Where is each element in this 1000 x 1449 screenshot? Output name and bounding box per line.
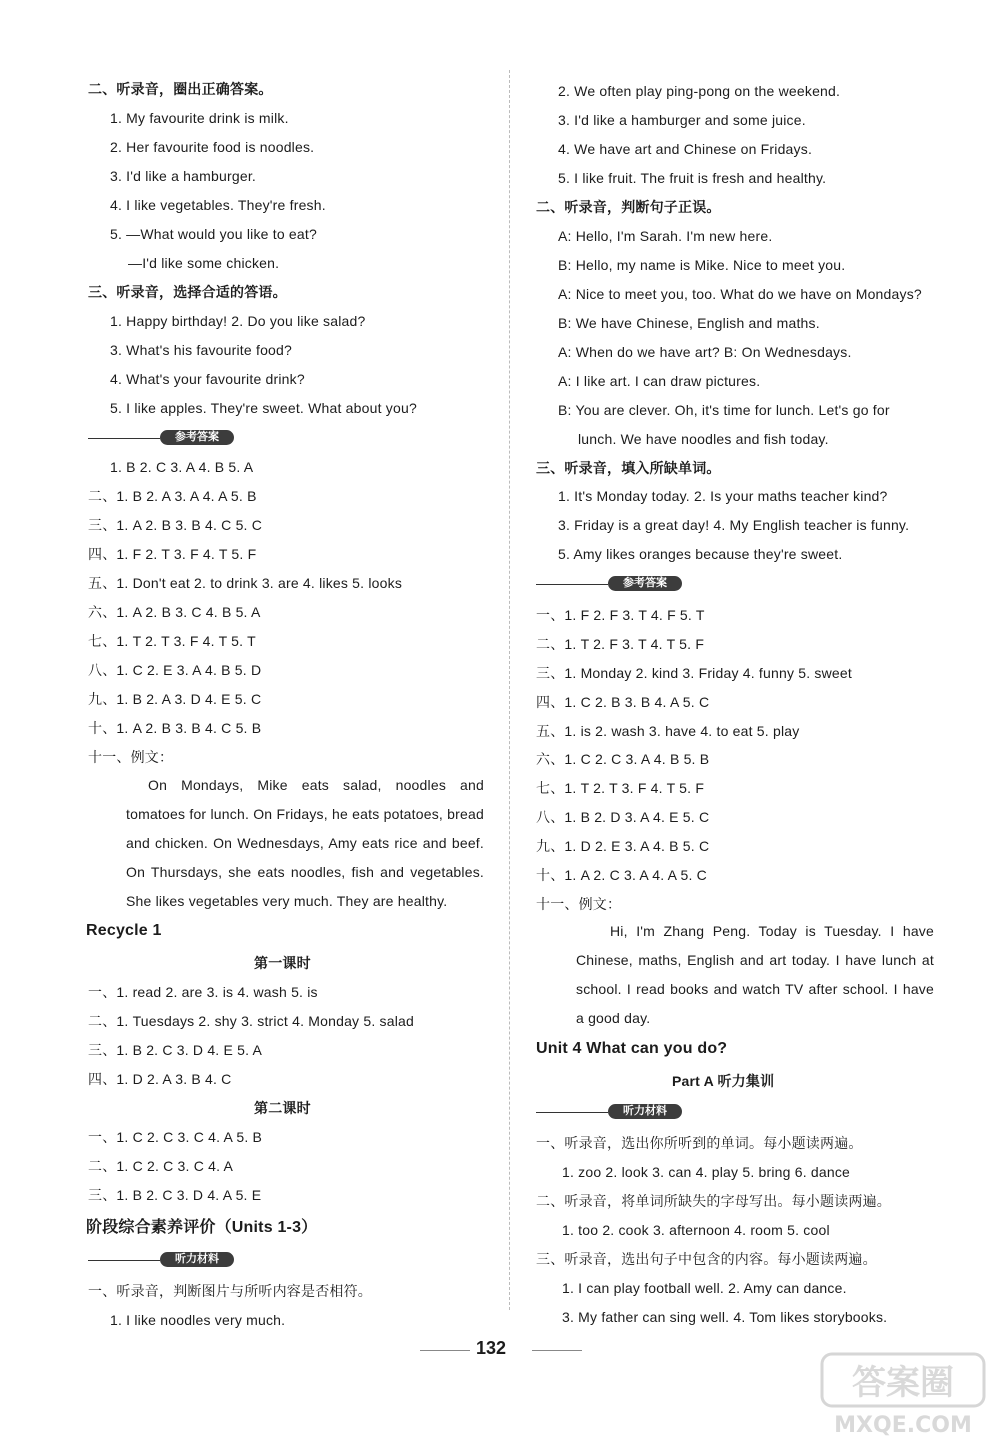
list-item: 1. It's Monday today. 2. Is your maths teacher kind? <box>558 488 888 504</box>
section-heading: 二、听录音，将单词所缺失的字母写出。每小题读两遍。 <box>536 1193 891 1209</box>
part-title: Part A 听力集训 <box>672 1073 775 1089</box>
list-item: 4. What's your favourite drink? <box>110 371 305 387</box>
dialogue-line: A: Nice to meet you, too. What do we have on Mondays? <box>558 286 922 302</box>
list-item: 3. What's his favourite food? <box>110 342 293 358</box>
watermark-text-top: 答案圈 <box>852 1363 954 1403</box>
essay-heading: 十一、例文： <box>88 749 174 765</box>
answer-row: 十、1. A 2. B 3. B 4. C 5. B <box>88 720 262 736</box>
list-item: 3. I'd like a hamburger. <box>110 168 256 184</box>
list-item: —I'd like some chicken. <box>128 255 280 271</box>
answer-row: 四、1. F 2. T 3. F 4. T 5. F <box>88 546 257 562</box>
list-item: 1. I can play football well. 2. Amy can dance. <box>562 1280 847 1296</box>
answer-row: 三、1. B 2. C 3. D 4. E 5. A <box>88 1042 263 1058</box>
list-item: 1. My favourite drink is milk. <box>110 110 289 126</box>
section-heading: 三、听录音，填入所缺单词。 <box>536 460 721 476</box>
dialogue-line: B: Hello, my name is Mike. Nice to meet you. <box>558 257 846 273</box>
list-item: 5. I like fruit. The fruit is fresh and healthy. <box>558 170 827 186</box>
list-item: 1. Happy birthday! 2. Do you like salad? <box>110 313 366 329</box>
list-item: 2. We often play ping-pong on the weekend. <box>558 83 841 99</box>
answer-row: 九、1. B 2. A 3. D 4. E 5. C <box>88 691 262 707</box>
recycle-title: Recycle 1 <box>86 922 162 939</box>
answers-tag: 参考答案 <box>160 430 234 445</box>
answer-row: 二、1. Tuesdays 2. shy 3. strict 4. Monday 5. salad <box>88 1013 414 1029</box>
dialogue-line: A: When do we have art? B: On Wednesdays. <box>558 344 852 360</box>
list-item: 4. We have art and Chinese on Fridays. <box>558 141 813 157</box>
list-item: 1. zoo 2. look 3. can 4. play 5. bring 6. dance <box>562 1164 851 1180</box>
section-heading: 一、听录音，判断图片与所听内容是否相符。 <box>88 1283 372 1299</box>
answer-row: 一、1. read 2. are 3. is 4. wash 5. is <box>88 984 318 1000</box>
list-item: 5. Amy likes oranges because they're sweet. <box>558 546 843 562</box>
answer-row: 二、1. B 2. A 3. A 4. A 5. B <box>88 488 257 504</box>
essay-paragraph: Hi, I'm Zhang Peng. Today is Tuesday. I have Chinese, maths, English and art today. I have lunch at school. I read books and watch TV after school. I have a good day. <box>576 923 934 1026</box>
page-number-rule <box>532 1350 582 1351</box>
answer-row: 四、1. C 2. B 3. B 4. A 5. C <box>536 694 710 710</box>
lesson-heading: 第一课时 <box>254 955 311 971</box>
answer-row: 一、1. C 2. C 3. C 4. A 5. B <box>88 1129 263 1145</box>
list-item: 3. My father can sing well. 4. Tom likes storybooks. <box>562 1309 888 1325</box>
answer-row: 二、1. T 2. F 3. T 4. T 5. F <box>536 636 705 652</box>
list-item: 5. —What would you like to eat? <box>110 226 317 242</box>
dialogue-line: B: You are clever. Oh, it's time for lunch. Let's go for <box>558 402 890 418</box>
essay-heading: 十一、例文： <box>536 896 622 912</box>
lesson-heading: 第二课时 <box>254 1100 311 1116</box>
list-item: 4. I like vegetables. They're fresh. <box>110 197 326 213</box>
watermark-text-bottom: MXQE.COM <box>834 1413 972 1438</box>
stage-title: 阶段综合素养评价（Units 1-3） <box>86 1219 318 1236</box>
answer-row: 1. B 2. C 3. A 4. B 5. A <box>110 459 254 475</box>
list-item: 1. too 2. cook 3. afternoon 4. room 5. cool <box>562 1222 830 1238</box>
answer-row: 五、1. Don't eat 2. to drink 3. are 4. likes 5. looks <box>88 575 403 591</box>
answer-row: 七、1. T 2. T 3. F 4. T 5. F <box>536 780 705 796</box>
answer-row: 四、1. D 2. A 3. B 4. C <box>88 1071 232 1087</box>
answer-row: 九、1. D 2. E 3. A 4. B 5. C <box>536 838 710 854</box>
watermark-logo <box>818 1350 988 1438</box>
material-tag: 听力材料 <box>160 1252 234 1267</box>
list-item: 1. I like noodles very much. <box>110 1312 286 1328</box>
section-heading: 二、听录音，判断句子正误。 <box>536 199 721 215</box>
answer-row: 八、1. B 2. D 3. A 4. E 5. C <box>536 809 710 825</box>
answer-row: 三、1. B 2. C 3. D 4. A 5. E <box>88 1187 262 1203</box>
list-item: 5. I like apples. They're sweet. What about you? <box>110 400 417 416</box>
list-item: 2. Her favourite food is noodles. <box>110 139 315 155</box>
page-number-rule <box>420 1350 470 1351</box>
answers-tag: 参考答案 <box>608 576 682 591</box>
answer-row: 三、1. Monday 2. kind 3. Friday 4. funny 5. sweet <box>536 665 852 681</box>
list-item: 3. Friday is a great day! 4. My English teacher is funny. <box>558 517 910 533</box>
answer-row: 三、1. A 2. B 3. B 4. C 5. C <box>88 517 263 533</box>
section-heading: 三、听录音，选出句子中包含的内容。每小题读两遍。 <box>536 1251 877 1267</box>
essay-paragraph: On Mondays, Mike eats salad, noodles and tomatoes for lunch. On Fridays, he eats potatoes, bread and chicken. On Wednesdays, Amy eats rice and beef. On Thursdays, she eats noodles, fish and vegetables. She likes vegetables very much. They are healthy. <box>126 777 484 909</box>
answer-row: 六、1. C 2. C 3. A 4. B 5. B <box>536 751 710 767</box>
answer-row: 六、1. A 2. B 3. C 4. B 5. A <box>88 604 261 620</box>
answer-row: 二、1. C 2. C 3. C 4. A <box>88 1158 234 1174</box>
answer-row: 七、1. T 2. T 3. F 4. T 5. T <box>88 633 256 649</box>
material-tag: 听力材料 <box>608 1104 682 1119</box>
answer-row: 十、1. A 2. C 3. A 4. A 5. C <box>536 867 707 883</box>
dialogue-line: B: We have Chinese, English and maths. <box>558 315 820 331</box>
section-heading: 一、听录音，选出你所听到的单词。每小题读两遍。 <box>536 1135 863 1151</box>
answer-row: 八、1. C 2. E 3. A 4. B 5. D <box>88 662 262 678</box>
dialogue-line: lunch. We have noodles and fish today. <box>578 431 829 447</box>
dialogue-line: A: Hello, I'm Sarah. I'm new here. <box>558 228 773 244</box>
column-divider <box>509 70 510 1310</box>
answer-row: 一、1. F 2. F 3. T 4. F 5. T <box>536 607 705 623</box>
answer-row: 五、1. is 2. wash 3. have 4. to eat 5. play <box>536 723 800 739</box>
list-item: 3. I'd like a hamburger and some juice. <box>558 112 806 128</box>
section-heading: 三、听录音，选择合适的答语。 <box>88 284 287 300</box>
unit-title: Unit 4 What can you do? <box>536 1040 728 1057</box>
section-heading: 二、听录音，圈出正确答案。 <box>88 81 273 97</box>
dialogue-line: A: I like art. I can draw pictures. <box>558 373 761 389</box>
page-number: 132 <box>476 1338 507 1358</box>
